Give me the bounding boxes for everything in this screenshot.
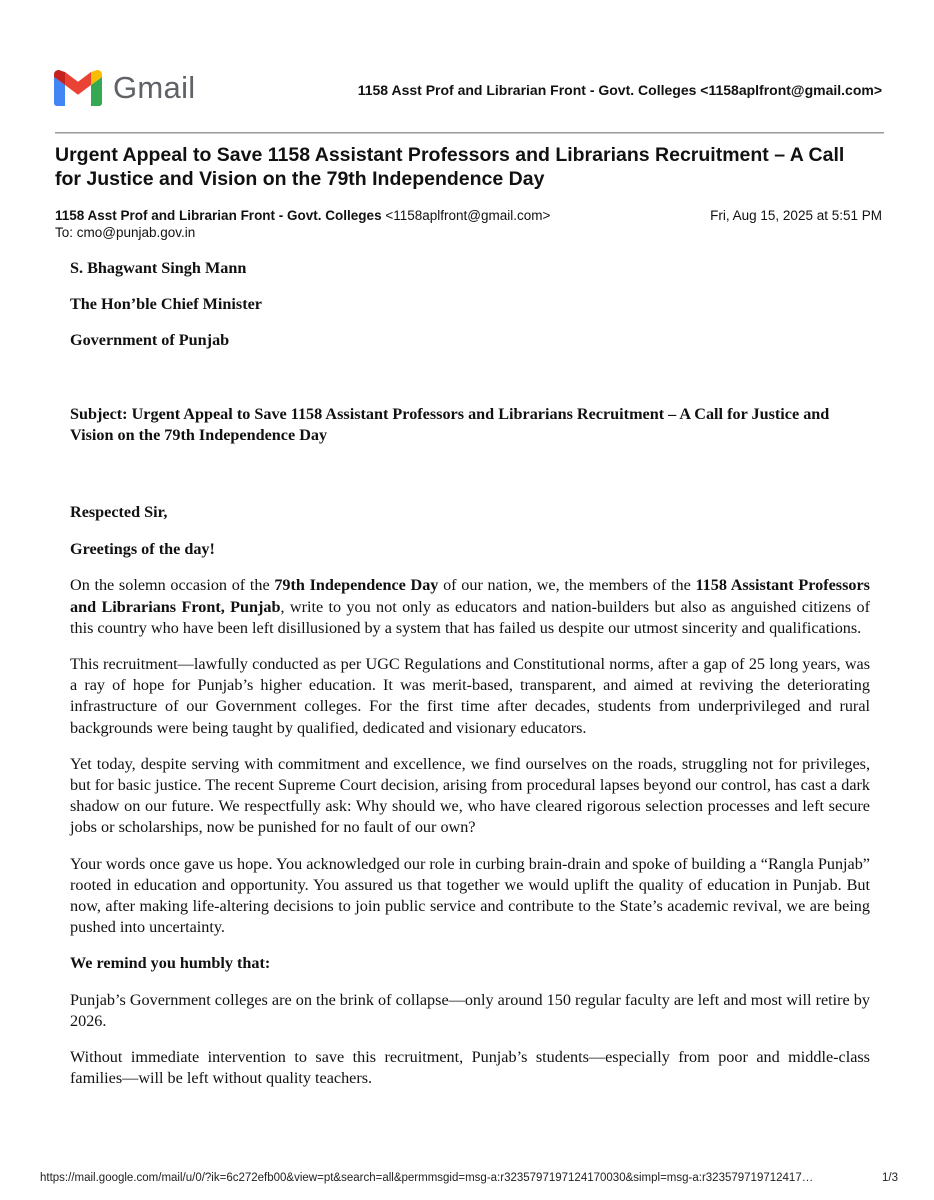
addressee-title: The Hon’ble Chief Minister [70,295,262,314]
page-url: https://mail.google.com/mail/u/0/?ik=6c272efb00&view=pt&search=all&permmsgid=msg-a:r3235797197124170030&simpl=msg-a:r323579719712417… [40,1172,814,1184]
paragraph-6: Without immediate intervention to save this recruitment, Punjab’s students—especially from poor and middle-class families—will be left without quality teachers. [70,1048,870,1088]
gmail-logo-icon [54,70,102,106]
sender-name: 1158 Asst Prof and Librarian Front - Govt. Colleges [55,208,382,223]
addressee-name: S. Bhagwant Singh Mann [70,259,247,277]
email-sender [55,208,550,223]
header-divider [55,132,884,134]
account-label: 1158 Asst Prof and Librarian Front - Govt. Colleges <1158aplfront@gmail.com> [357,82,882,98]
email-recipient: To: cmo@punjab.gov.in [55,225,196,240]
reminder-heading: We remind you humbly that: [70,954,271,973]
salutation: Respected Sir, [70,503,168,522]
letter-body [70,258,870,1089]
paragraph-3: Yet today, despite serving with commitment and excellence, we find ourselves on the roads, struggling not for privileges, but for basic justice. The recent Supreme Court decision, arising from procedural lapses beyond our control, has cast a dark shadow on our future. We respectfully ask: Why should we, who have cleared rigorous selection processes and left secure jobs or scholarships, now be punished for no fault of our own? [70,754,870,837]
paragraph-1: On the solemn occasion of the 79th Independence Day of our nation, we, the members of the 1158 Assistant Professors and Librarians Front, Punjab, write to you not only as educators and nation-builders but also as anguished citizens of this country who have been left disillusioned by a system that has failed us despite our utmost sincerity and qualifications. [70,576,870,637]
paragraph-2: This recruitment—lawfully conducted as per UGC Regulations and Constitutional norms, after a gap of 25 long years, was a ray of hope for Punjab’s higher education. It was merit-based, transparent, and aimed at reviving the deteriorating infrastructure of our Government colleges. For the first time after decades, students from underprivileged and rural backgrounds were being taught by qualified, dedicated and visionary educators. [70,655,870,737]
gmail-wordmark: Gmail [113,70,196,105]
letter-subject: Subject: Urgent Appeal to Save 1158 Assistant Professors and Librarians Recruitment – A Call for Justice and Vision on the 79th Independence Day [70,404,830,444]
addressee-org: Government of Punjab [70,331,230,350]
greeting: Greetings of the day! [70,540,215,559]
paragraph-5: Punjab’s Government colleges are on the brink of collapse—only around 150 regular faculty are left and most will retire by 2026. [70,990,870,1030]
page-number: 1/3 [882,1172,898,1184]
paragraph-4: Your words once gave us hope. You acknowledged our role in curbing brain-drain and spoke of building a “Rangla Punjab” rooted in education and opportunity. You assured us that together we would uplift the quality of education in Punjab. But now, after making life-altering decisions to join public service and contribute to the State’s academic revival, we are being pushed into uncertainty. [70,854,870,937]
email-date: Fri, Aug 15, 2025 at 5:51 PM [710,208,882,223]
sender-email: <1158aplfront@gmail.com> [385,208,551,223]
email-subject: Urgent Appeal to Save 1158 Assistant Professors and Librarians Recruitment – A Call for Justice and Vision on the 79th Independence Day [55,144,845,190]
